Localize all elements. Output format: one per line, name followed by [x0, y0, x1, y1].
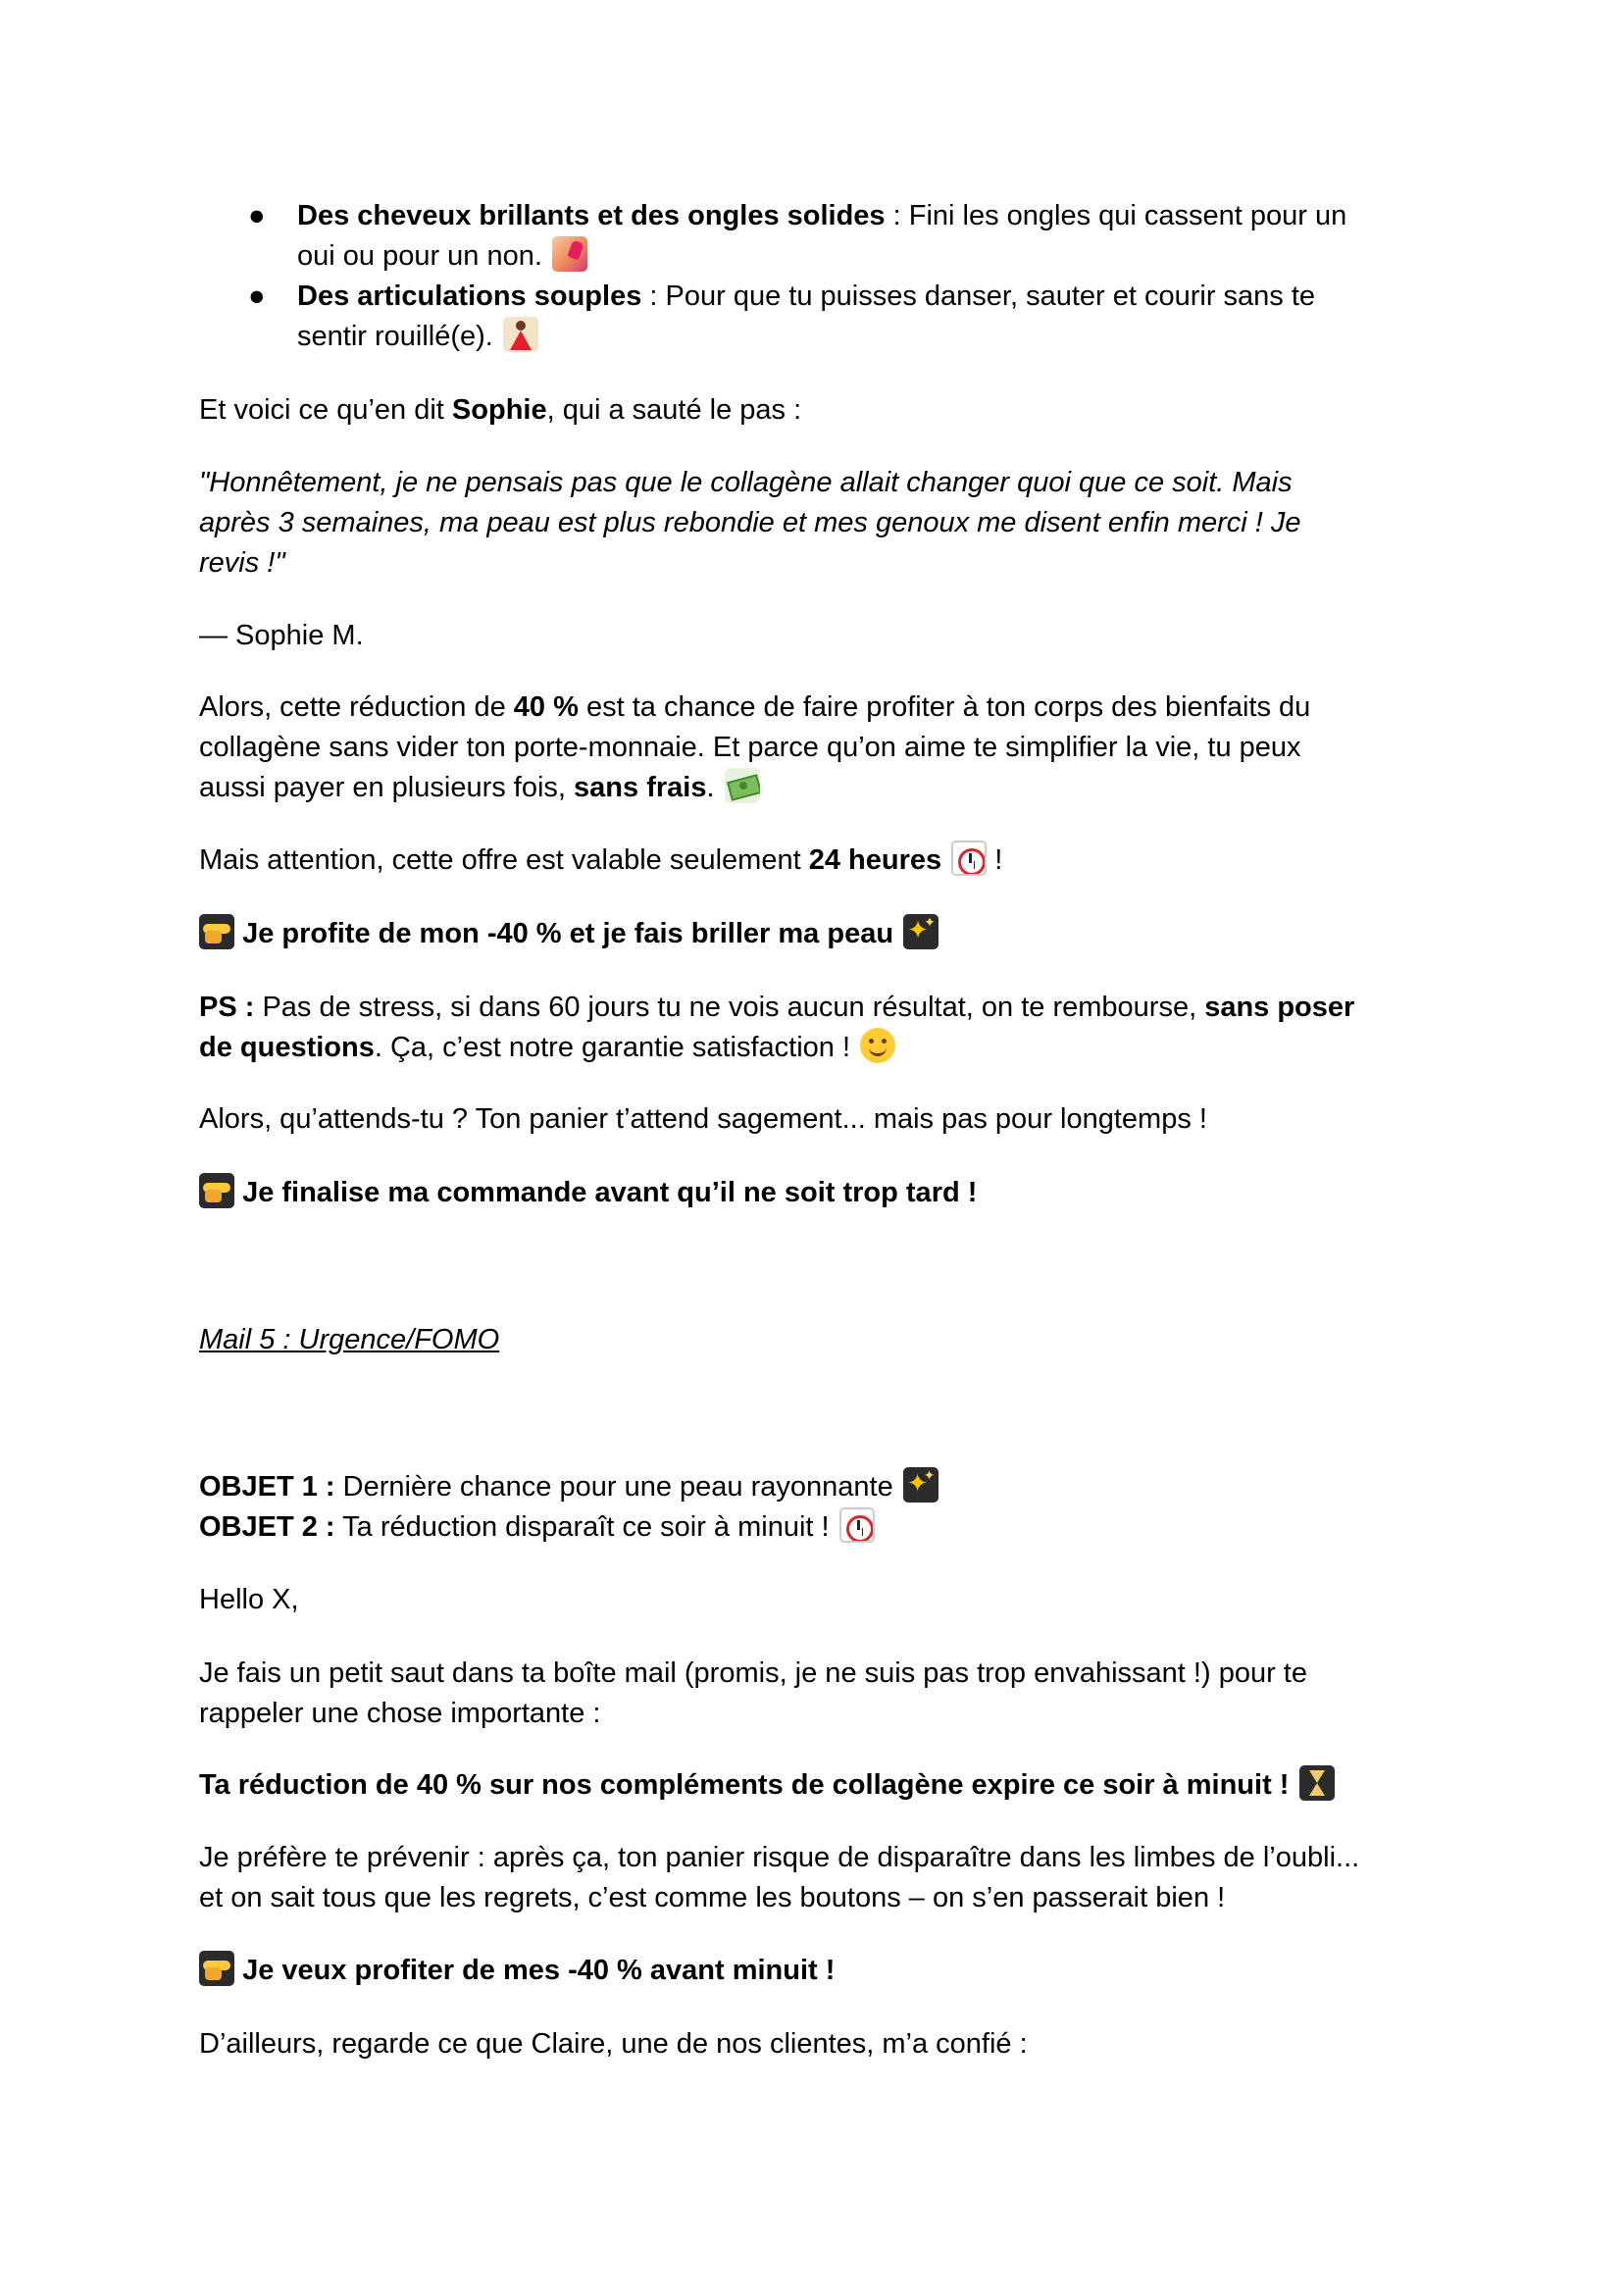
discount-paragraph: Alors, cette réduction de 40 % est ta chance de faire profiter à ton corps des bienfaits du collagène sans vider ton porte-monnaie. Et parce qu’on aime te simplifier la vie, tu peux aussi payer en plusieurs fois, sans frais. — [199, 691, 1311, 803]
intro-paragraph: Je fais un petit saut dans ta boîte mail (promis, je ne suis pas trop envahissant !) pour te rappeler une chose importante : — [199, 1657, 1307, 1729]
testimonial-quote: "Honnêtement, je ne pensais pas que le collagène allait changer quoi que ce soit. Mais après 3 semaines, ma peau est plus rebondie et mes genoux me disent enfin merci ! Je revis !" — [199, 467, 1301, 579]
quote-author: — Sophie M. — [199, 620, 364, 651]
basket-paragraph: Alors, qu’attends-tu ? Ton panier t’attend sagement... mais pas pour longtemps ! — [199, 1103, 1207, 1135]
cta-profit-discount[interactable]: Je profite de mon -40 % et je fais briller ma peau ✦ ✦ — [199, 914, 1435, 954]
dancer-icon — [503, 317, 538, 352]
claire-intro: D’ailleurs, regarde ce que Claire, une de nos clientes, m’a confié : — [199, 2028, 1028, 2060]
money-icon — [725, 768, 760, 803]
alarm-clock-icon — [839, 1507, 875, 1543]
hourglass-icon — [1299, 1765, 1335, 1801]
sparkles-icon — [903, 914, 939, 949]
expire-line: Ta réduction de 40 % sur nos compléments de collagène expire ce soir à minuit ! — [199, 1765, 1435, 1806]
pointing-hand-icon — [199, 1951, 234, 1986]
cta-before-midnight[interactable]: Je veux profiter de mes -40 % avant minuit ! — [199, 1951, 1435, 1991]
bullet-text-rest: : Fini les ongles qui cassent pour un — [885, 200, 1347, 231]
warning-paragraph: Je préfère te prévenir : après ça, ton panier risque de disparaître dans les limbes de l’oubli... et on sait tous que les regrets, c’est comme les boutons – on s’en passerait bien ! — [199, 1842, 1360, 1913]
bullet-text-line2: oui ou pour un non. — [297, 240, 542, 272]
cta-finalize-order[interactable]: Je finalise ma commande avant qu’il ne soit trop tard ! — [199, 1173, 1435, 1213]
bullet-text — [297, 277, 1435, 357]
bullet-bold-label: Des cheveux brillants et des ongles solides — [297, 200, 886, 231]
sparkles-icon — [903, 1467, 939, 1503]
sophie-intro: Et voici ce qu’en dit Sophie, qui a sauté le pas : — [199, 394, 802, 426]
bullet-dot: ● — [248, 200, 266, 231]
nail-polish-icon — [552, 236, 587, 272]
smile-icon — [860, 1028, 895, 1063]
greeting: Hello X, — [199, 1584, 299, 1615]
bullet-dot: ● — [248, 280, 266, 312]
pointing-hand-icon — [199, 914, 234, 949]
sophie-name: Sophie — [451, 394, 547, 426]
bullet-text — [297, 196, 1435, 277]
bullet-text-line2: sentir rouillé(e). — [297, 321, 493, 352]
pointing-hand-icon — [199, 1173, 234, 1208]
bullet-text-rest: : Pour que tu puisses danser, sauter et courir sans te — [641, 280, 1316, 312]
ps-paragraph: PS : Pas de stress, si dans 60 jours tu ne vois aucun résultat, on te rembourse, sans poser de questions. Ça, c’est notre garantie satisfaction ! — [199, 992, 1355, 1063]
alarm-clock-icon — [951, 841, 987, 876]
mail5-heading: Mail 5 : Urgence/FOMO — [199, 1324, 500, 1355]
subject-lines: OBJET 1 : Dernière chance pour une peau rayonnante ✦ ✦ OBJET 2 : Ta réduction disparaît ce soir à minuit ! — [199, 1467, 1435, 1548]
bullet-bold-label: Des articulations souples — [297, 280, 642, 312]
offer-paragraph: Mais attention, cette offre est valable seulement 24 heures ! — [199, 841, 1435, 881]
